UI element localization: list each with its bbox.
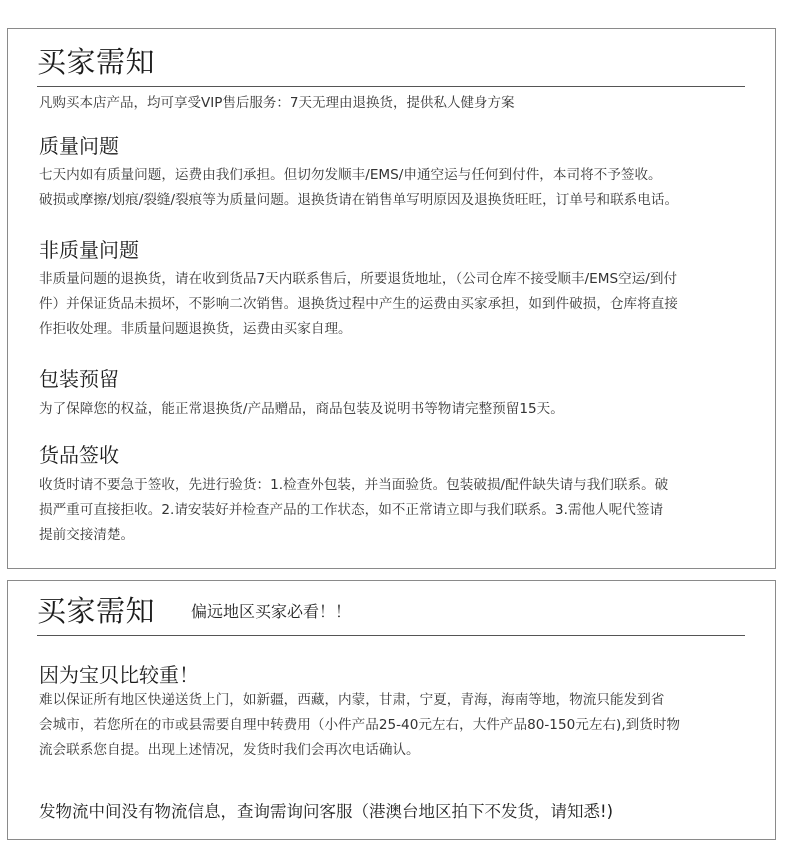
section-title-receiving: 货品签收 [39,443,119,467]
buyer-notice-title: 买家需知 [37,45,156,79]
title-divider [37,635,745,636]
text-line: 会城市，若您所在的市或县需要自理中转费用（小件产品25-40元左右，大件产品80-150元左右),到货时物 [39,717,681,733]
remote-notice-card [7,580,776,840]
section-text-quality [39,163,678,213]
remote-notice-subtitle: 偏远地区买家必看！！ [191,602,352,621]
text-line: 提前交接清楚。 [39,527,135,543]
section-text-non-quality [39,267,678,342]
section-text-packaging [39,397,564,422]
section-title-packaging: 包装预留 [39,367,119,391]
text-line: 七天内如有质量问题，运费由我们承担。但切勿发顺丰/EMS/申通空运与任何到付件，本司将不予签收。 [39,167,662,183]
buyer-notice-card [7,28,776,569]
remote-notice-title: 买家需知 [37,594,156,628]
logistics-note: 发物流中间没有物流信息，查询需询问客服（港澳台地区拍下不发货，请知悉!) [39,802,614,821]
title-divider [37,86,745,87]
text-line: 难以保证所有地区快递送货上门，如新疆，西藏，内蒙，甘肃，宁夏，青海，海南等地，物流只能发到省 [39,692,665,708]
text-line: 作拒收处理。非质量问题退换货，运费由买家自理。 [39,321,352,337]
remote-text [39,688,680,763]
text-line: 破损或摩擦/划痕/裂缝/裂痕等为质量问题。退换货请在销售单写明原因及退换货旺旺，订单号和联系电话。 [39,192,679,208]
text-line: 件）并保证货品未损坏，不影响二次销售。退换货过程中产生的运费由买家承担，如到件破损，仓库将直接 [39,296,678,312]
text-line: 收货时请不要急于签收，先进行验货：1.检查外包装，并当面验货。包装破损/配件缺失请与我们联系。破 [39,477,669,493]
section-title-quality: 质量问题 [39,134,119,158]
remote-heading: 因为宝贝比较重！ [39,663,199,687]
text-line: 流会联系您自提。出现上述情况，发货时我们会再次电话确认。 [39,742,420,758]
text-line: 为了保障您的权益，能正常退换货/产品赠品，商品包装及说明书等物请完整预留15天。 [39,401,564,417]
section-text-receiving [39,473,668,548]
section-title-non-quality: 非质量问题 [39,238,139,262]
text-line: 损严重可直接拒收。2.请安装好并检查产品的工作状态，如不正常请立即与我们联系。3.需他人呢代签请 [39,502,664,518]
text-line: 非质量问题的退换货，请在收到货品7天内联系售后，所要退货地址，（公司仓库不接受顺丰/EMS空运/到付 [39,271,678,287]
buyer-notice-intro: 凡购买本店产品，均可享受VIP售后服务：7天无理由退换货，提供私人健身方案 [39,95,515,111]
